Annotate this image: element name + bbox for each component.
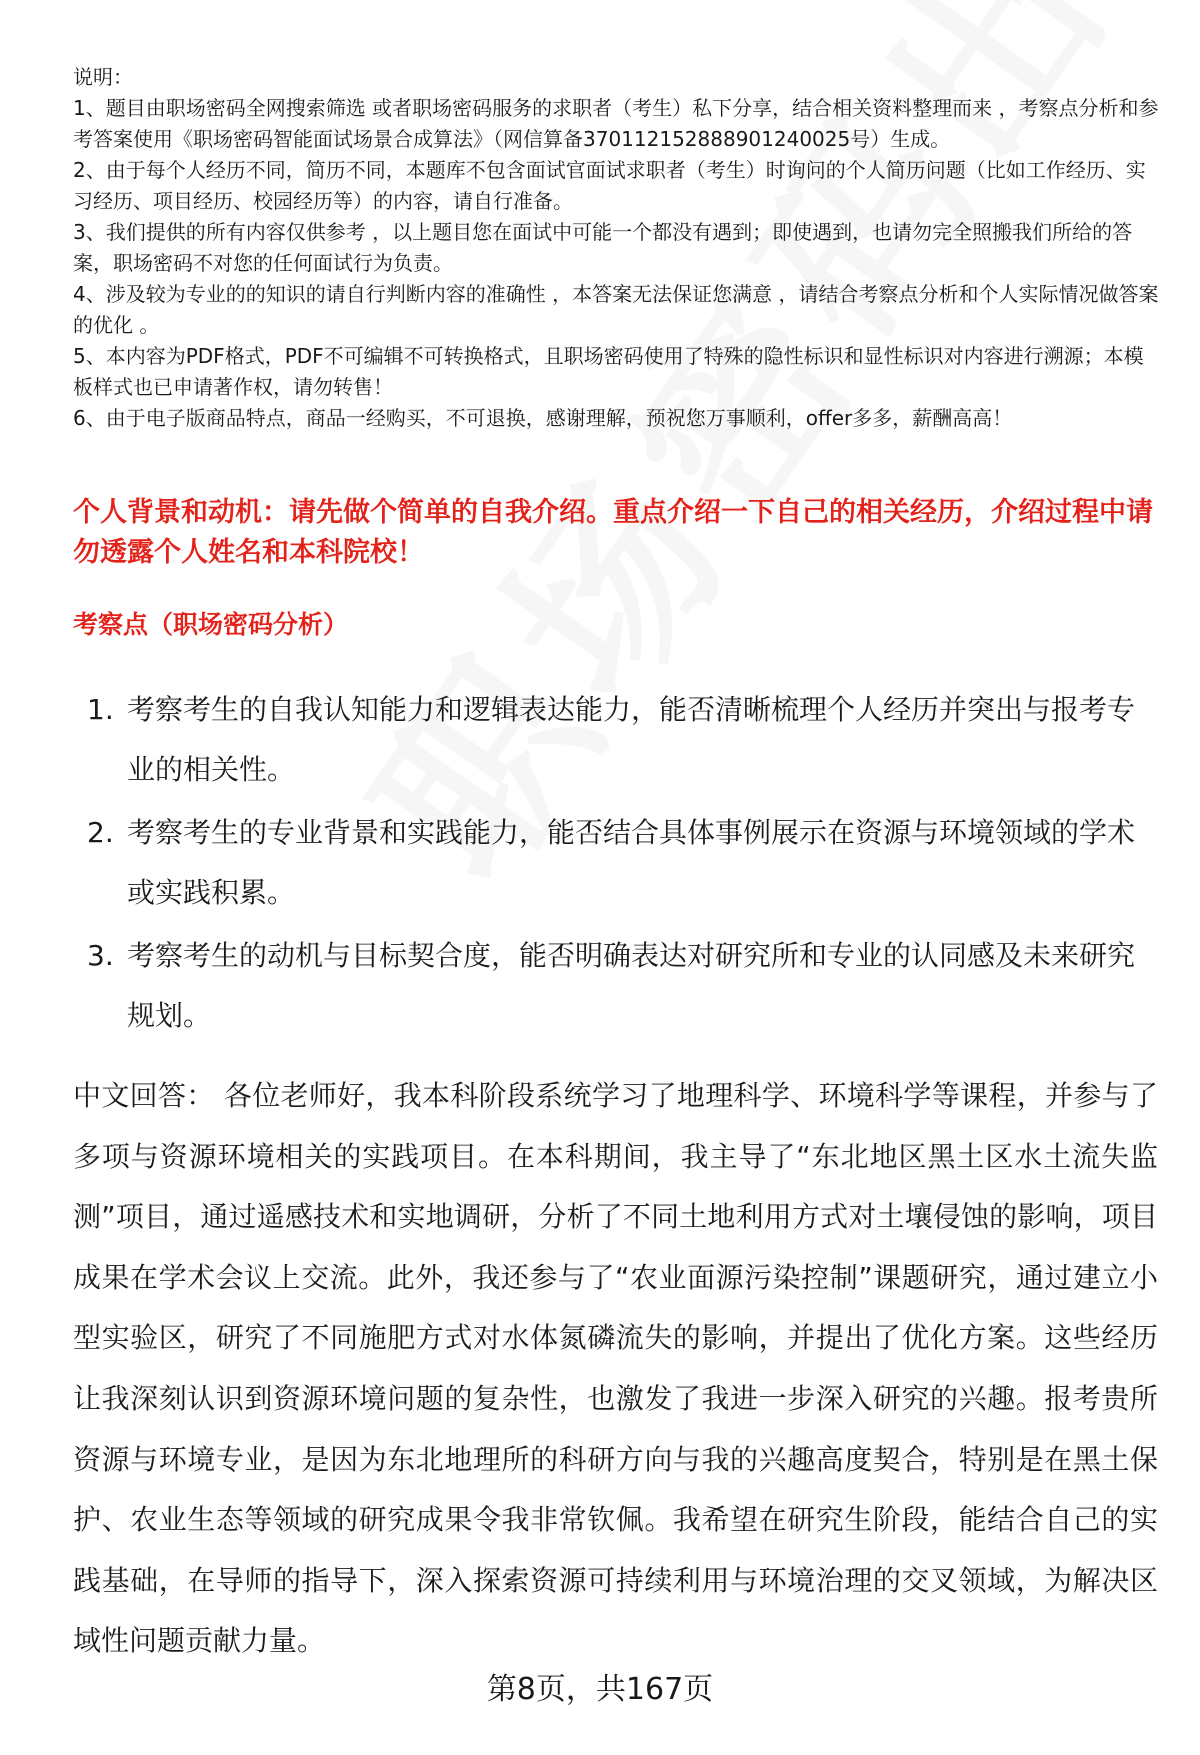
- answer-label: 中文回答：: [73, 1079, 215, 1112]
- disclaimer-notes: [73, 62, 1163, 434]
- notes-item: 2、由于每个人经历不同，简历不同，本题库不包含面试官面试求职者（考生）时询问的个人简历问题（比如工作经历、实习经历、项目经历、校园经历等）的内容，请自行准备。: [73, 158, 1146, 213]
- notes-item: 6、由于电子版商品特点，商品一经购买，不可退换，感谢理解，预祝您万事顺利，offer多多，薪酬高高！: [73, 406, 1013, 430]
- point-number: 3.: [87, 939, 114, 972]
- analysis-points: [73, 680, 1153, 1049]
- notes-item: 3、我们提供的所有内容仅供参考 ，以上题目您在面试中可能一个都没有遇到；即使遇到，也请勿完全照搬我们所给的答案，职场密码不对您的任何面试行为负责。: [73, 220, 1133, 275]
- analysis-point: [73, 926, 1153, 1046]
- point-text: 考察考生的动机与目标契合度，能否明确表达对研究所和专业的认同感及未来研究规划。: [127, 939, 1136, 1032]
- point-text: 考察考生的自我认知能力和逻辑表达能力，能否清晰梳理个人经历并突出与报考专业的相关性。: [127, 693, 1136, 786]
- analysis-heading: 考察点（职场密码分析）: [73, 610, 349, 639]
- analysis-point: [73, 803, 1153, 923]
- point-text: 考察考生的专业背景和实践能力，能否结合具体事例展示在资源与环境领域的学术或实践积累。: [127, 816, 1136, 909]
- answer-text: 各位老师好，我本科阶段系统学习了地理科学、环境科学等课程，并参与了多项与资源环境相关的实践项目。在本科期间，我主导了“东北地区黑土区水土流失监测”项目，通过遥感技术和实地调研，分析了不同土地利用方式对土壤侵蚀的影响，项目成果在学术会议上交流。此外，我还参与了“农业面源污染控制”课题研究，通过建立小型实验区，研究了不同施肥方式对水体氮磷流失的影响，并提出了优化方案。这些经历让我深刻认识到资源环境问题的复杂性，也激发了我进一步深入研究的兴趣。报考贵所资源与环境专业，是因为东北地理所的科研方向与我的兴趣高度契合，特别是在黑土保护、农业生态等领域的研究成果令我非常钦佩。我希望在研究生阶段，能结合自己的实践基础，在导师的指导下，深入探索资源可持续利用与环境治理的交叉领域，为解决区域性问题贡献力量。: [73, 1079, 1158, 1658]
- notes-item: 1、题目由职场密码全网搜索筛选 或者职场密码服务的求职者（考生）私下分享，结合相关资料整理而来 ，考察点分析和参考答案使用《职场密码智能面试场景合成算法》（网信算备370112152888901240025号）生成。: [73, 96, 1159, 151]
- page-number: 第8页，共167页: [486, 1672, 714, 1707]
- analysis-point: [73, 680, 1153, 800]
- interview-question: 个人背景和动机：请先做个简单的自我介绍。重点介绍一下自己的相关经历，介绍过程中请勿透露个人姓名和本科院校！: [73, 497, 1153, 568]
- point-number: 1.: [87, 693, 114, 726]
- notes-item: 4、涉及较为专业的的知识的请自行判断内容的准确性 ，本答案无法保证您满意 ，请结合考察点分析和个人实际情况做答案的优化 。: [73, 282, 1159, 337]
- point-number: 2.: [87, 816, 114, 849]
- notes-item: 5、本内容为PDF格式，PDF不可编辑不可转换格式，且职场密码使用了特殊的隐性标识和显性标识对内容进行溯源；本模板样式也已申请著作权，请勿转售！: [73, 344, 1144, 399]
- notes-heading: 说明：: [73, 65, 133, 89]
- answer-paragraph: [73, 1066, 1158, 1672]
